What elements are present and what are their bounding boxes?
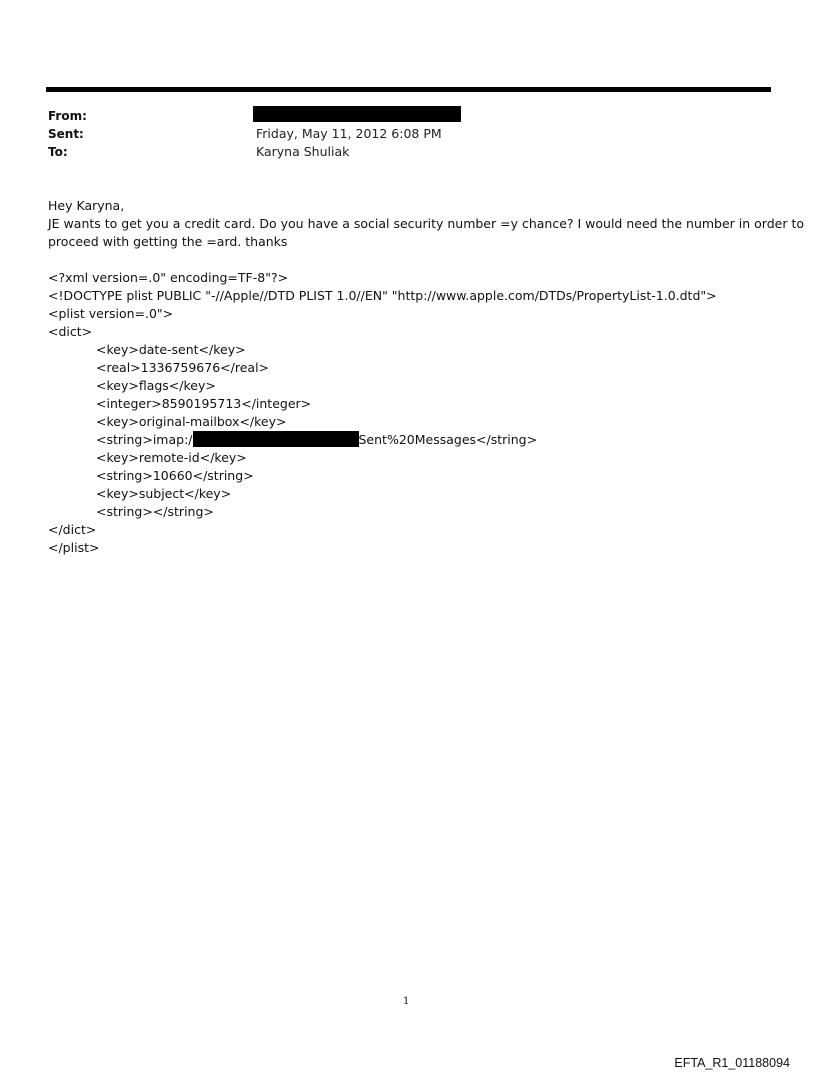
message-line: JE wants to get you a credit card. Do you have a social security number =y chance? I would need the number in order to [48,216,805,231]
plist-entry: <string></string> [96,504,214,519]
plist-close-tag: </plist> [48,540,100,555]
message-greeting: Hey Karyna, [48,198,125,213]
dict-open-tag: <dict> [48,324,93,339]
document-id: EFTA_R1_01188094 [674,1056,790,1070]
plist-entry: <real>1336759676</real> [96,360,270,375]
doctype-line: <!DOCTYPE plist PUBLIC "-//Apple//DTD PLIST 1.0//EN" "http://www.apple.com/DTDs/PropertyList-1.0.dtd"> [48,288,717,303]
mailbox-redaction [193,431,359,447]
plist-open-tag: <plist version=.0"> [48,306,174,321]
to-value: Karyna Shuliak [256,144,350,159]
from-label: From: [48,109,87,123]
to-label: To: [48,145,68,159]
sent-label: Sent: [48,127,84,141]
mailbox-suffix: Sent%20Messages</string> [358,432,538,447]
header-rule [46,87,771,92]
mailbox-prefix: <string>imap:/ [96,432,193,447]
plist-entry: <key>subject</key> [96,486,232,501]
message-line: proceed with getting the =ard. thanks [48,234,288,249]
from-redaction [253,106,461,122]
plist-entry: <integer>8590195713</integer> [96,396,312,411]
plist-entry: <key>date-sent</key> [96,342,246,357]
xml-declaration: <?xml version=.0" encoding=TF-8"?> [48,270,289,285]
plist-entry: <key>remote-id</key> [96,450,247,465]
plist-entry: <key>flags</key> [96,378,216,393]
sent-value: Friday, May 11, 2012 6:08 PM [256,126,442,141]
plist-entry: <string>10660</string> [96,468,254,483]
mailbox-string-line [96,431,537,449]
page-number: 1 [403,996,410,1007]
plist-entry: <key>original-mailbox</key> [96,414,287,429]
dict-close-tag: </dict> [48,522,97,537]
